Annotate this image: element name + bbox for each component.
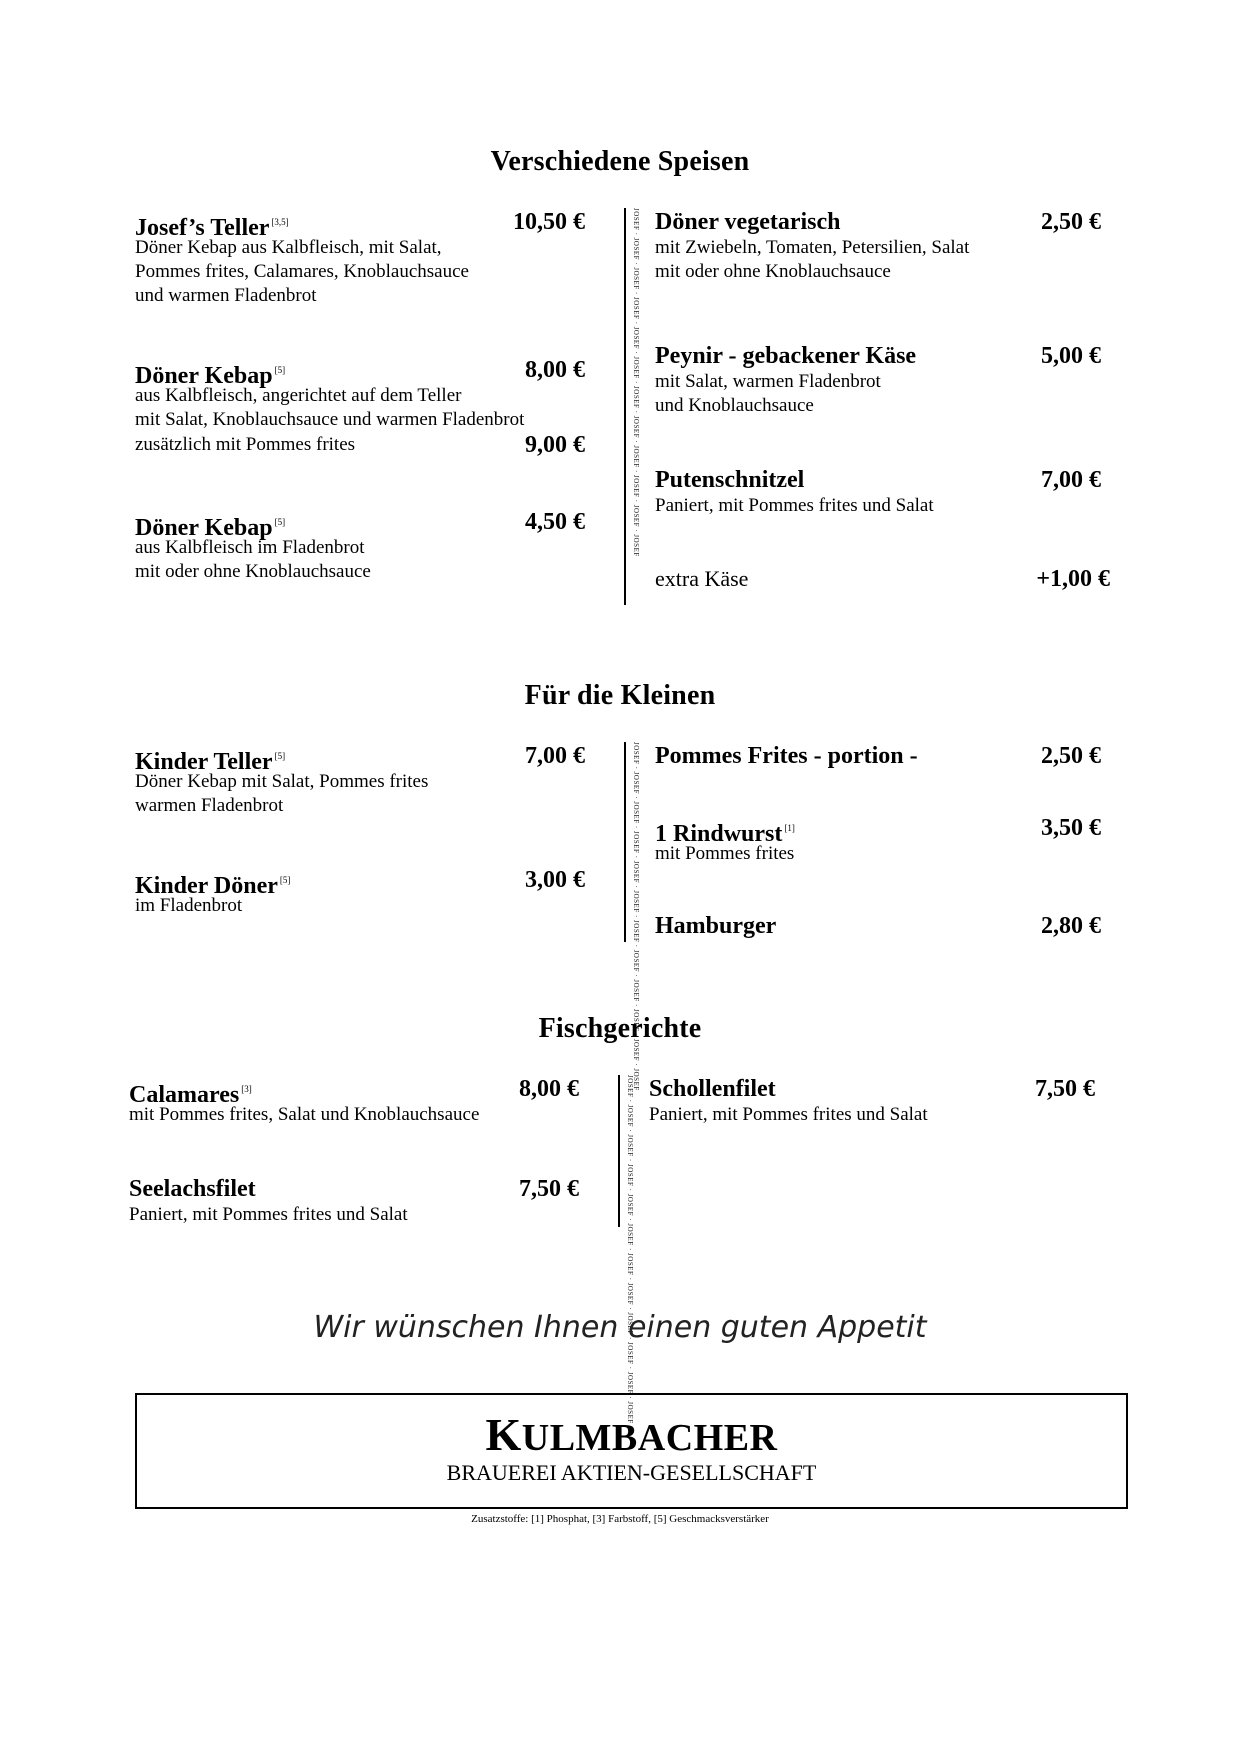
item-name: Hamburger — [655, 913, 777, 939]
extra-kaese-option — [655, 566, 1110, 594]
item-description: Paniert, mit Pommes frites und Salat — [129, 1204, 408, 1225]
greeting-text: Wir wünschen Ihnen einen guten Appetit — [313, 1310, 927, 1345]
item-price: 3,00 € — [525, 867, 585, 893]
item-price: 2,80 € — [1041, 913, 1101, 939]
extra-label: extra Käse — [655, 566, 749, 591]
brand-name: KULMBACHER — [485, 1409, 778, 1460]
extra-pommes-option — [135, 432, 585, 460]
item-description: Paniert, mit Pommes frites und Salat — [655, 495, 934, 516]
extra-price: +1,00 € — [1036, 566, 1110, 592]
item-price: 3,50 € — [1041, 815, 1101, 841]
column-divider — [618, 1075, 620, 1227]
item-name: Calamares [3] — [129, 1082, 252, 1108]
brand-box — [135, 1393, 1128, 1509]
item-name: Döner Kebap [5] — [135, 515, 286, 541]
item-description: Döner Kebap mit Salat, Pommes frites warmen Fladenbrot — [135, 771, 429, 816]
item-price: 7,00 € — [1041, 467, 1101, 493]
item-name: 1 Rindwurst [1] — [655, 821, 795, 847]
item-name: Döner Kebap [5] — [135, 363, 286, 389]
column-divider — [624, 208, 626, 605]
item-name: Putenschnitzel — [655, 467, 805, 493]
item-price: 7,50 € — [1035, 1076, 1095, 1102]
item-description: mit Pommes frites — [655, 843, 795, 864]
item-name: Josef’s Teller [3,5] — [135, 215, 289, 241]
item-price: 8,00 € — [519, 1076, 579, 1102]
item-price: 10,50 € — [513, 209, 585, 235]
divider-watermark-text: JOSEF · JOSEF · JOSEF · JOSEF · JOSEF · JOSEF · JOSEF · JOSEF · JOSEF · JOSEF · JOSEF · JOSEF — [632, 742, 640, 1091]
item-name: Döner vegetarisch — [655, 209, 841, 235]
section-title-kleinen: Für die Kleinen — [524, 680, 716, 711]
section-title-fisch: Fischgerichte — [538, 1013, 702, 1044]
item-name: Kinder Döner [5] — [135, 873, 291, 899]
item-description: aus Kalbfleisch im Fladenbrot mit oder ohne Knoblauchsauce — [135, 537, 371, 582]
extra-label: zusätzlich mit Pommes frites — [135, 434, 356, 455]
item-description: aus Kalbfleisch, angerichtet auf dem Teller mit Salat, Knoblauchsauce und warmen Fladenbrot — [135, 385, 525, 430]
item-description: mit Salat, warmen Fladenbrot und Knoblauchsauce — [655, 371, 881, 416]
item-price: 5,00 € — [1041, 343, 1101, 369]
item-price: 8,00 € — [525, 357, 585, 383]
item-description: mit Zwiebeln, Tomaten, Petersilien, Salat mit oder ohne Knoblauchsauce — [655, 237, 970, 282]
item-name: Schollenfilet — [649, 1076, 776, 1102]
item-price: 2,50 € — [1041, 209, 1101, 235]
item-price: 7,00 € — [525, 743, 585, 769]
extra-price: 9,00 € — [525, 432, 585, 458]
item-price: 4,50 € — [525, 509, 585, 535]
item-description: Paniert, mit Pommes frites und Salat — [649, 1104, 928, 1125]
item-name: Kinder Teller [5] — [135, 749, 286, 775]
item-price: 7,50 € — [519, 1176, 579, 1202]
item-description: Döner Kebap aus Kalbfleisch, mit Salat, Pommes frites, Calamares, Knoblauchsauce und warmen Fladenbrot — [135, 237, 469, 306]
section-title-verschiedene: Verschiedene Speisen — [490, 146, 750, 177]
item-name: Peynir - gebackener Käse — [655, 343, 917, 369]
column-divider — [624, 742, 626, 942]
item-description: mit Pommes frites, Salat und Knoblauchsauce — [129, 1104, 480, 1125]
brand-subtitle: BRAUEREI AKTIEN-GESELLSCHAFT — [446, 1460, 817, 1485]
divider-watermark-text: JOSEF · JOSEF · JOSEF · JOSEF · JOSEF · JOSEF · JOSEF · JOSEF · JOSEF · JOSEF · JOSEF · JOSEF — [626, 1075, 634, 1424]
additives-note: Zusatzstoffe: [1] Phosphat, [3] Farbstoff, [5] Geschmacksverstärker — [471, 1513, 769, 1525]
divider-watermark-text: JOSEF · JOSEF · JOSEF · JOSEF · JOSEF · JOSEF · JOSEF · JOSEF · JOSEF · JOSEF · JOSEF · JOSEF — [632, 208, 640, 557]
item-price: 2,50 € — [1041, 743, 1101, 769]
item-description: im Fladenbrot — [135, 895, 243, 916]
item-name: Seelachsfilet — [129, 1176, 256, 1202]
item-name: Pommes Frites - portion - — [655, 743, 918, 769]
